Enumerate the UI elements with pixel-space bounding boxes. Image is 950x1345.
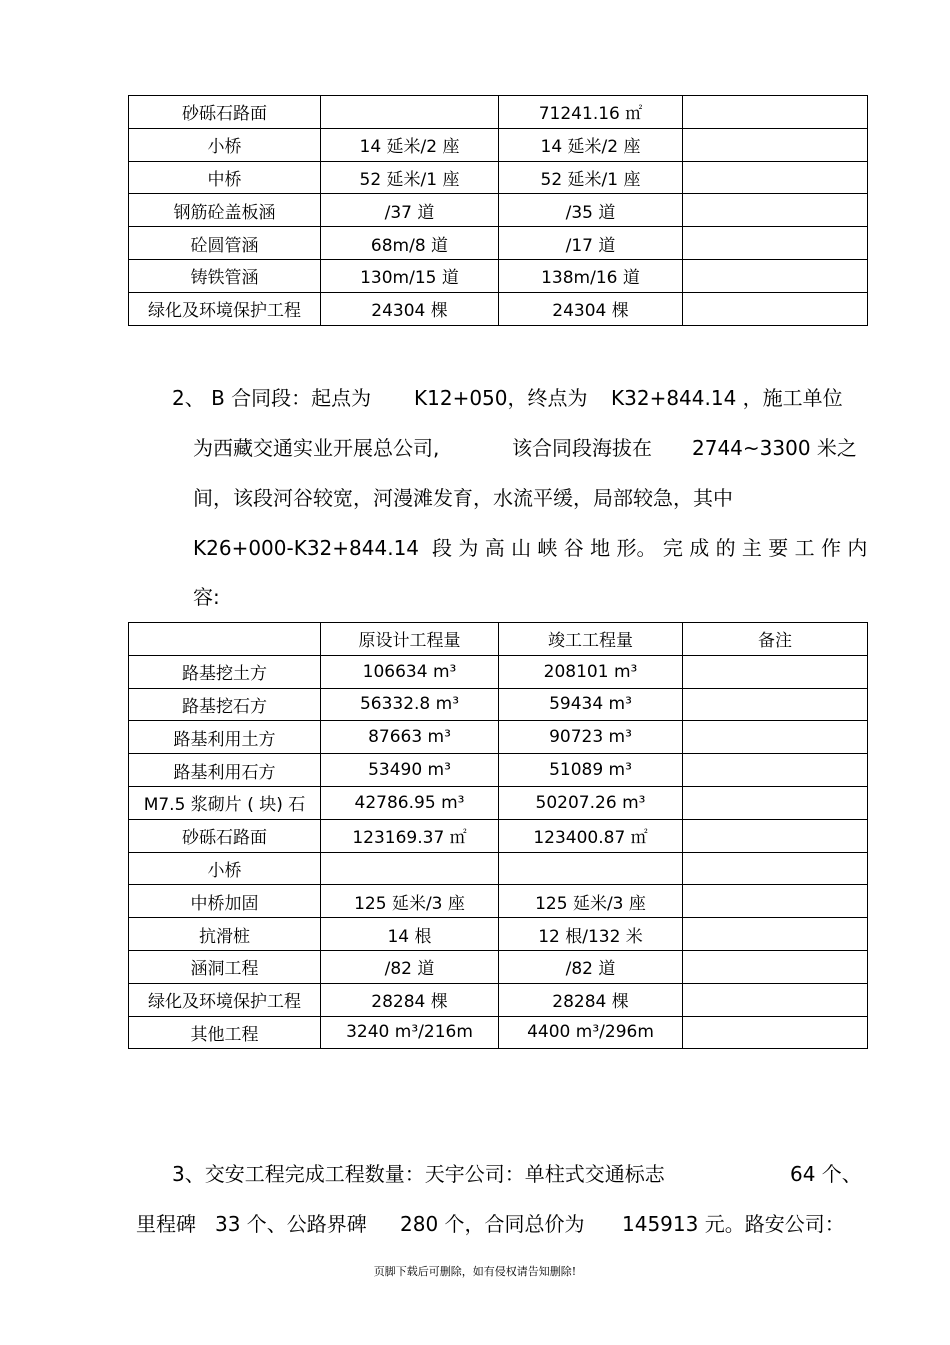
table-row <box>129 754 868 787</box>
table-cell <box>683 983 868 1016</box>
table-cell <box>683 885 868 918</box>
s2-line3: 间，该段河谷较宽，河漫滩发育，水流平缓，局部较急，其中 <box>193 486 733 510</box>
table-cell: 24304 棵 <box>499 292 683 325</box>
s2-line2-c: 2744~3300 米之 <box>692 436 857 460</box>
table-cell: 绿化及环境保护工程 <box>129 983 321 1016</box>
table-cell: 3240 m³/216m <box>321 1016 499 1049</box>
table-cell: 52 延米/1 座 <box>499 161 683 194</box>
table-cell <box>683 950 868 983</box>
table-cell: 砂砾石路面 <box>129 819 321 852</box>
table-cell: 路基挖石方 <box>129 688 321 721</box>
table-cell <box>499 852 683 885</box>
table-cell: 208101 m³ <box>499 655 683 688</box>
table-cell <box>683 655 868 688</box>
header-cell-remarks: 备注 <box>683 623 868 656</box>
table-cell <box>683 96 868 129</box>
table-cell: /35 道 <box>499 194 683 227</box>
table-cell: 87663 m³ <box>321 721 499 754</box>
table-cell <box>683 721 868 754</box>
table-row <box>129 950 868 983</box>
table-row <box>129 194 868 227</box>
table-cell: /17 道 <box>499 227 683 260</box>
table-cell: 56332.8 m³ <box>321 688 499 721</box>
table-cell: /82 道 <box>321 950 499 983</box>
s3-line2-b: 33 个、公路界碑 <box>215 1212 367 1236</box>
table-cell: 28284 棵 <box>499 983 683 1016</box>
table-cell: 50207.26 m³ <box>499 786 683 819</box>
table-cell: 砼圆管涵 <box>129 227 321 260</box>
table-cell: 中桥加固 <box>129 885 321 918</box>
table-b-section <box>128 622 868 1049</box>
table-row <box>129 885 868 918</box>
table-cell <box>321 96 499 129</box>
table-cell: 130m/15 道 <box>321 259 499 292</box>
table-cell <box>683 688 868 721</box>
table-cell: 涵洞工程 <box>129 950 321 983</box>
table-cell: 138m/16 道 <box>499 259 683 292</box>
table-cell <box>683 852 868 885</box>
table-cell <box>683 161 868 194</box>
s2-line1-c: K32+844.14 ，施工单位 <box>611 386 843 410</box>
s3-line1-a: 3、交安工程完成工程数量：天宇公司：单柱式交通标志 <box>172 1162 665 1186</box>
table-cell: 90723 m³ <box>499 721 683 754</box>
table-header-row <box>129 623 868 656</box>
header-cell-original-design: 原设计工程量 <box>321 623 499 656</box>
table-cell: 路基利用石方 <box>129 754 321 787</box>
table-cell: 14 延米/2 座 <box>321 128 499 161</box>
table-cell <box>683 259 868 292</box>
header-cell-completed: 竣工工程量 <box>499 623 683 656</box>
s2-line2-b: 该合同段海拔在 <box>512 436 652 460</box>
table-row <box>129 227 868 260</box>
s3-line2-a: 里程碑 <box>136 1212 196 1236</box>
s3-line1-b: 64 个、 <box>790 1162 862 1186</box>
s2-line1-a: 2、 B 合同段：起点为 <box>172 386 372 410</box>
table-row <box>129 292 868 325</box>
table-cell: 绿化及环境保护工程 <box>129 292 321 325</box>
table-cell <box>683 819 868 852</box>
s3-line2-c: 280 个，合同总价为 <box>400 1212 585 1236</box>
table-cell: 52 延米/1 座 <box>321 161 499 194</box>
s2-line4-a: K26+000-K32+844.14 <box>193 536 420 560</box>
table-cell: 59434 m³ <box>499 688 683 721</box>
table-cell: 其他工程 <box>129 1016 321 1049</box>
table-cell: 12 根/132 米 <box>499 918 683 951</box>
table-cell: /82 道 <box>499 950 683 983</box>
table-cell: 28284 棵 <box>321 983 499 1016</box>
table-cell <box>683 292 868 325</box>
table-row <box>129 161 868 194</box>
table-cell: 53490 m³ <box>321 754 499 787</box>
s2-line2-a: 为西藏交通实业开展总公司, <box>193 436 440 460</box>
table-row <box>129 852 868 885</box>
table-row <box>129 655 868 688</box>
table-cell: /37 道 <box>321 194 499 227</box>
table-cell <box>683 1016 868 1049</box>
table-cell: 小桥 <box>129 852 321 885</box>
table-cell <box>683 194 868 227</box>
s3-line2-d: 145913 元。路安公司： <box>622 1212 845 1236</box>
table-cell: M7.5 浆砌片 ( 块) 石 <box>129 786 321 819</box>
table-cell: 24304 棵 <box>321 292 499 325</box>
table-cell: 42786.95 m³ <box>321 786 499 819</box>
s2-line5: 容: <box>193 585 220 609</box>
table-cell: 125 延米/3 座 <box>499 885 683 918</box>
page-footer: 页脚下载后可删除，如有侵权请告知删除! <box>373 1265 577 1278</box>
table-cell: 小桥 <box>129 128 321 161</box>
table-cell <box>683 227 868 260</box>
table-cell <box>683 786 868 819</box>
table-cell: 砂砾石路面 <box>129 96 321 129</box>
table-row <box>129 983 868 1016</box>
table-cell: 14 延米/2 座 <box>499 128 683 161</box>
table-cell: 71241.16 ㎡ <box>499 96 683 129</box>
table-row <box>129 1016 868 1049</box>
table-row <box>129 688 868 721</box>
table-row <box>129 786 868 819</box>
table-cell: 106634 m³ <box>321 655 499 688</box>
table-cell: 路基挖土方 <box>129 655 321 688</box>
table-cell: 125 延米/3 座 <box>321 885 499 918</box>
table-cell: 铸铁管涵 <box>129 259 321 292</box>
table-row <box>129 819 868 852</box>
table-cell: 123400.87 ㎡ <box>499 819 683 852</box>
header-cell-blank <box>129 623 321 656</box>
table-cell <box>321 852 499 885</box>
table-cell: 抗滑桩 <box>129 918 321 951</box>
table-row <box>129 721 868 754</box>
table-cell <box>683 754 868 787</box>
table-cell: 钢筋砼盖板涵 <box>129 194 321 227</box>
table-row <box>129 259 868 292</box>
s2-line1-b: K12+050，终点为 <box>414 386 588 410</box>
s2-line4-b: 段 为 高 山 峡 谷 地 形。 完 成 的 主 要 工 作 内 <box>432 536 868 560</box>
table-cell <box>683 128 868 161</box>
table-cell: 路基利用土方 <box>129 721 321 754</box>
table-cell: 123169.37 ㎡ <box>321 819 499 852</box>
table-row <box>129 128 868 161</box>
table-cell: 中桥 <box>129 161 321 194</box>
table-top <box>128 95 868 326</box>
table-row <box>129 96 868 129</box>
table-row <box>129 918 868 951</box>
table-cell: 14 根 <box>321 918 499 951</box>
table-cell: 4400 m³/296m <box>499 1016 683 1049</box>
table-cell: 51089 m³ <box>499 754 683 787</box>
table-cell <box>683 918 868 951</box>
table-cell: 68m/8 道 <box>321 227 499 260</box>
